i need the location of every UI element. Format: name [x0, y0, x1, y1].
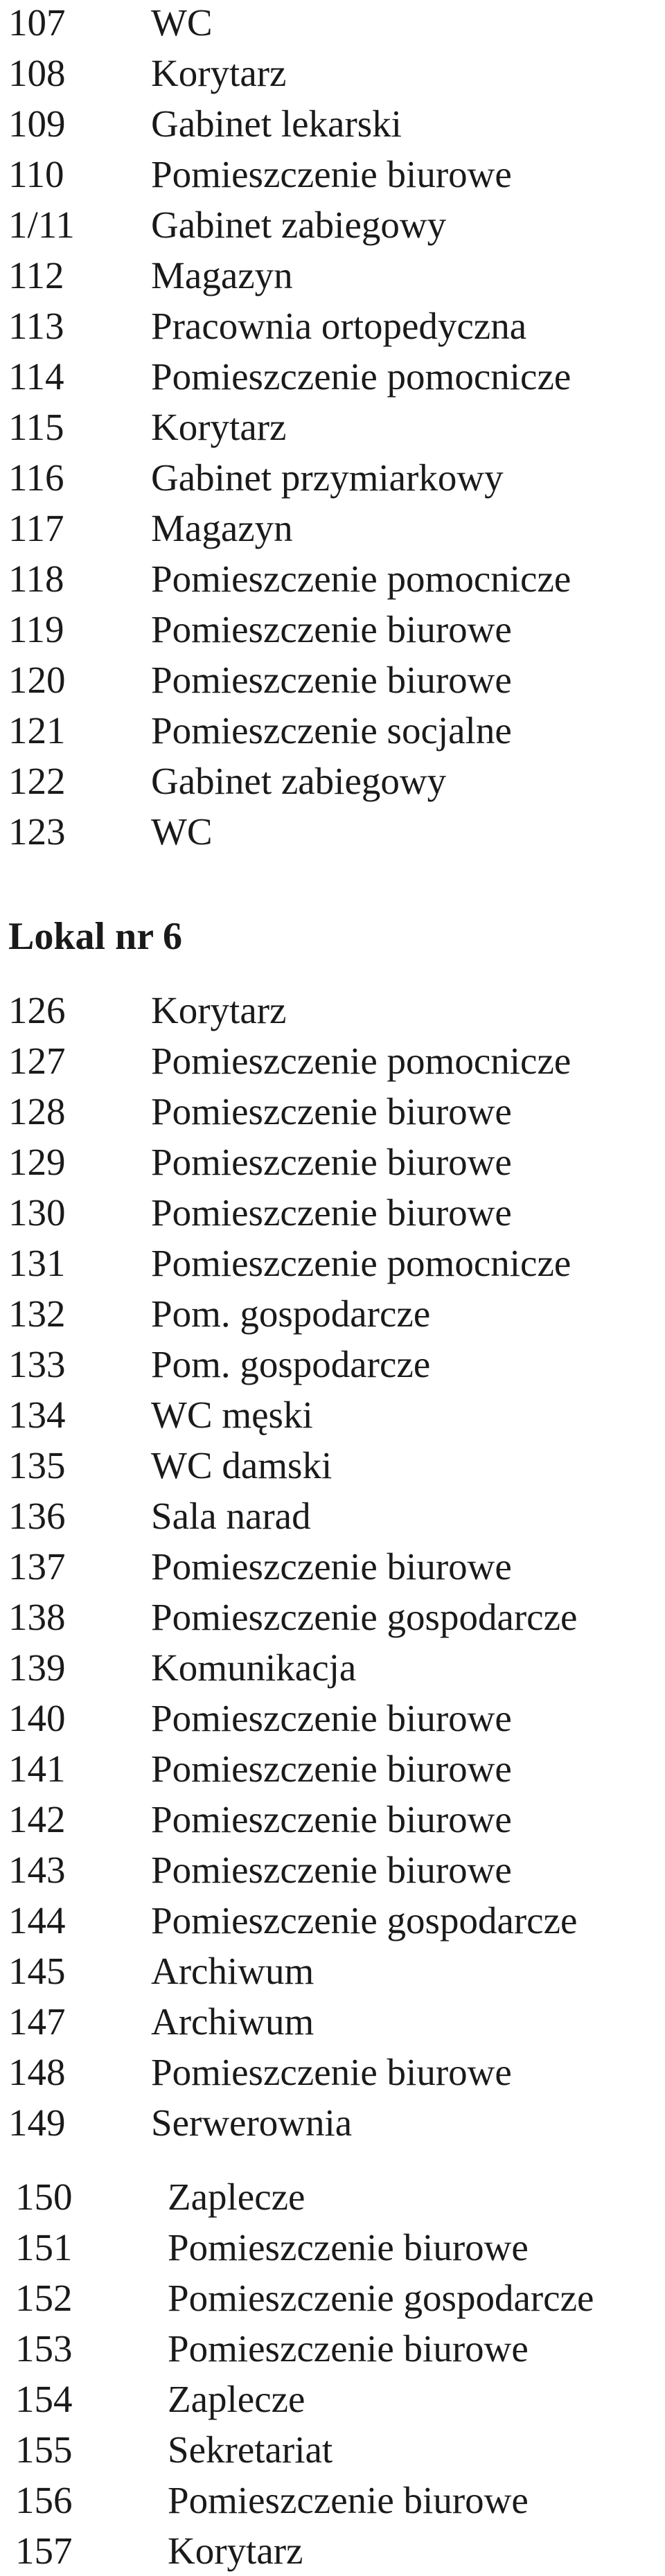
room-name: Pomieszczenie biurowe [151, 1849, 512, 1891]
room-name: Gabinet lekarski [151, 103, 402, 145]
list-item [0, 1137, 577, 1187]
list-item [0, 1845, 577, 1895]
room-name: Pomieszczenie biurowe [151, 608, 512, 650]
room-name: Sala narad [151, 1495, 311, 1537]
list-item [0, 2171, 594, 2222]
list-item [0, 1086, 577, 1137]
room-name: Pomieszczenie pomocnicze [151, 558, 571, 600]
room-number: 157 [15, 2530, 73, 2572]
room-number: 129 [8, 1141, 66, 1183]
list-item [0, 1794, 577, 1845]
list-item [0, 756, 571, 806]
room-name: Pomieszczenie biurowe [168, 2226, 529, 2268]
room-number: 131 [8, 1242, 66, 1284]
room-number: 1/11 [8, 204, 75, 246]
list-item [0, 553, 571, 604]
room-number: 115 [8, 406, 64, 448]
room-name: Pomieszczenie gospodarcze [151, 1899, 578, 1942]
list-item [0, 1339, 577, 1389]
list-item [0, 1238, 577, 1288]
room-name: Pomieszczenie pomocnicze [151, 1040, 571, 1082]
room-number: 155 [15, 2428, 73, 2471]
list-item [0, 351, 571, 402]
room-number: 153 [15, 2327, 73, 2370]
room-number: 145 [8, 1950, 66, 1992]
room-name: Pomieszczenie biurowe [151, 1141, 512, 1183]
room-name: Serwerownia [151, 2102, 353, 2144]
list-item [0, 2273, 594, 2323]
room-number: 120 [8, 659, 66, 701]
list-item [0, 48, 571, 98]
room-name: Magazyn [151, 254, 293, 296]
list-item [0, 2475, 594, 2525]
list-item [0, 2097, 577, 2148]
list-item [0, 402, 571, 452]
list-item [0, 985, 577, 1036]
room-name: Pracownia ortopedyczna [151, 305, 527, 347]
list-item [0, 604, 571, 655]
room-number: 112 [8, 254, 64, 296]
list-item [0, 1592, 577, 1642]
room-name: Korytarz [151, 52, 287, 94]
list-item [0, 655, 571, 705]
room-number: 126 [8, 989, 66, 1031]
room-name: Pom. gospodarcze [151, 1293, 431, 1335]
room-name: Sekretariat [168, 2428, 333, 2471]
list-item [0, 149, 571, 199]
list-item [0, 0, 571, 48]
list-item [0, 1440, 577, 1491]
list-item [0, 1187, 577, 1238]
room-number: 130 [8, 1191, 66, 1234]
room-number: 134 [8, 1394, 66, 1436]
room-number: 137 [8, 1545, 66, 1588]
room-name: Korytarz [151, 406, 287, 448]
room-name: Zaplecze [168, 2176, 305, 2218]
room-name: WC damski [151, 1444, 332, 1486]
list-item [0, 503, 571, 553]
room-number: 113 [8, 305, 64, 347]
room-number: 148 [8, 2051, 66, 2093]
room-number: 123 [8, 810, 66, 853]
room-name: Pomieszczenie biurowe [151, 1748, 512, 1790]
room-name: Pomieszczenie biurowe [151, 1697, 512, 1739]
room-name: Pomieszczenie gospodarcze [151, 1596, 578, 1638]
room-list-group-b [0, 985, 577, 2148]
list-item [0, 806, 571, 857]
room-number: 149 [8, 2102, 66, 2144]
list-item [0, 1946, 577, 1996]
section-heading: Lokal nr 6 [8, 915, 183, 958]
room-number: 118 [8, 558, 64, 600]
room-name: Pomieszczenie gospodarcze [168, 2277, 594, 2319]
room-number: 151 [15, 2226, 73, 2268]
list-item [0, 301, 571, 351]
room-number: 109 [8, 103, 66, 145]
list-item [0, 1288, 577, 1339]
list-item [0, 1389, 577, 1440]
room-name: Gabinet przymiarkowy [151, 456, 504, 499]
room-number: 122 [8, 760, 66, 802]
list-item [0, 1642, 577, 1693]
room-name: WC [151, 810, 213, 853]
room-number: 150 [15, 2176, 73, 2218]
list-item [0, 2424, 594, 2475]
room-name: Pomieszczenie biurowe [151, 1191, 512, 1234]
list-item [0, 2525, 594, 2576]
room-name: WC męski [151, 1394, 313, 1436]
list-item [0, 1491, 577, 1541]
room-name: Gabinet zabiegowy [151, 760, 447, 802]
list-item [0, 1541, 577, 1592]
room-number: 108 [8, 52, 66, 94]
room-number: 139 [8, 1646, 66, 1689]
list-item [0, 705, 571, 756]
room-list-group-a [0, 0, 571, 857]
room-name: Pomieszczenie biurowe [151, 2051, 512, 2093]
room-number: 143 [8, 1849, 66, 1891]
room-name: Pomieszczenie biurowe [168, 2327, 529, 2370]
room-list-group-c [0, 2171, 594, 2576]
room-name: Zaplecze [168, 2378, 305, 2420]
room-name: Pomieszczenie biurowe [151, 1798, 512, 1840]
room-number: 114 [8, 355, 64, 398]
room-name: Archiwum [151, 1950, 314, 1992]
room-name: Pomieszczenie biurowe [151, 1545, 512, 1588]
room-name: Pomieszczenie socjalne [151, 709, 512, 752]
list-item [0, 1036, 577, 1086]
room-name: Pomieszczenie biurowe [151, 659, 512, 701]
list-item [0, 98, 571, 149]
room-name: Pomieszczenie biurowe [168, 2479, 529, 2521]
room-name: Archiwum [151, 2000, 314, 2043]
room-number: 135 [8, 1444, 66, 1486]
list-item [0, 2374, 594, 2424]
room-number: 121 [8, 709, 66, 752]
room-name: Pomieszczenie pomocnicze [151, 355, 571, 398]
list-item [0, 1895, 577, 1946]
room-number: 152 [15, 2277, 73, 2319]
list-item [0, 1693, 577, 1743]
room-name: Pom. gospodarcze [151, 1343, 431, 1385]
list-item [0, 452, 571, 503]
room-number: 144 [8, 1899, 66, 1942]
list-item [0, 2222, 594, 2273]
list-item [0, 199, 571, 250]
room-number: 141 [8, 1748, 66, 1790]
room-number: 136 [8, 1495, 66, 1537]
room-number: 128 [8, 1090, 66, 1132]
list-item [0, 1996, 577, 2047]
room-name: Gabinet zabiegowy [151, 204, 447, 246]
room-name: WC [151, 1, 213, 44]
room-number: 142 [8, 1798, 66, 1840]
room-name: Pomieszczenie pomocnicze [151, 1242, 571, 1284]
room-number: 107 [8, 1, 66, 44]
list-item [0, 2047, 577, 2097]
room-number: 133 [8, 1343, 66, 1385]
room-name: Pomieszczenie biurowe [151, 1090, 512, 1132]
room-number: 127 [8, 1040, 66, 1082]
room-number: 119 [8, 608, 64, 650]
room-number: 147 [8, 2000, 66, 2043]
room-name: Magazyn [151, 507, 293, 549]
room-number: 140 [8, 1697, 66, 1739]
list-item [0, 2323, 594, 2374]
room-number: 138 [8, 1596, 66, 1638]
list-item [0, 250, 571, 301]
room-number: 117 [8, 507, 64, 549]
room-name: Korytarz [168, 2530, 303, 2572]
room-name: Korytarz [151, 989, 287, 1031]
room-number: 116 [8, 456, 64, 499]
room-name: Komunikacja [151, 1646, 357, 1689]
room-number: 132 [8, 1293, 66, 1335]
room-name: Pomieszczenie biurowe [151, 153, 512, 195]
room-number: 154 [15, 2378, 73, 2420]
room-number: 156 [15, 2479, 73, 2521]
room-number: 110 [8, 153, 64, 195]
list-item [0, 1743, 577, 1794]
